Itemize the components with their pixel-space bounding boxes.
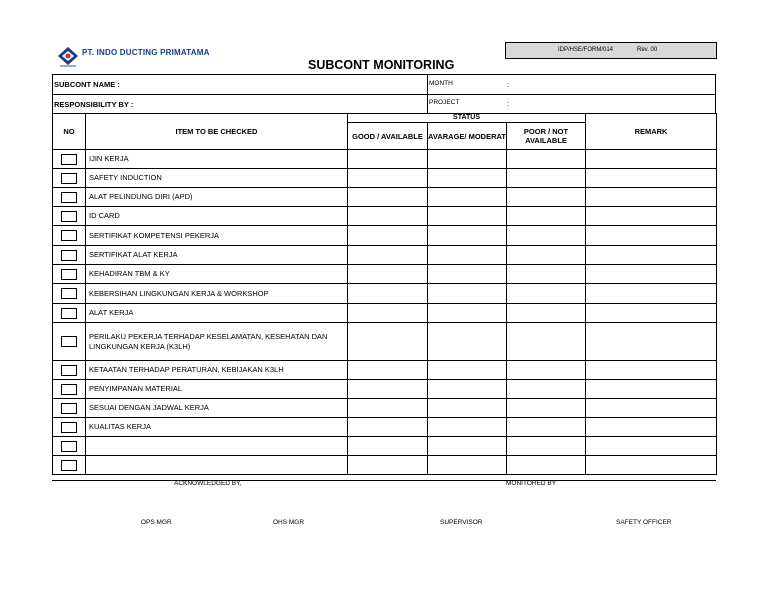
signature-supervisor: SUPERVISOR — [440, 519, 483, 526]
form-code-box — [505, 42, 717, 59]
status-poor-cell[interactable] — [507, 246, 586, 265]
item-label: KEHADIRAN TBM & KY — [86, 265, 348, 284]
responsibility-label: RESPONSIBILITY BY : — [54, 100, 134, 109]
status-poor-cell[interactable] — [507, 399, 586, 418]
status-avarage-cell[interactable] — [428, 399, 507, 418]
table-row — [53, 323, 717, 361]
item-label: KUALITAS KERJA — [86, 418, 348, 437]
item-label: IJIN KERJA — [86, 150, 348, 169]
row-checkbox-cell — [53, 150, 86, 169]
table-row — [53, 226, 717, 246]
status-good-cell[interactable] — [348, 361, 428, 380]
table-row — [53, 304, 717, 323]
project-colon: : — [507, 99, 510, 108]
item-label: SESUAI DENGAN JADWAL KERJA — [86, 399, 348, 418]
divider — [53, 94, 715, 95]
status-poor-cell[interactable] — [507, 265, 586, 284]
column-header-no: NO — [53, 114, 86, 150]
row-checkbox-cell — [53, 418, 86, 437]
monitored-label: MONITORED BY — [506, 480, 557, 487]
status-avarage-cell[interactable] — [428, 150, 507, 169]
footer-rule — [52, 480, 716, 481]
status-avarage-cell[interactable] — [428, 437, 507, 456]
status-poor-cell[interactable] — [507, 304, 586, 323]
status-poor-cell[interactable] — [507, 207, 586, 226]
status-good-cell[interactable] — [348, 399, 428, 418]
signature-ops-mgr: OPS MGR — [141, 519, 172, 526]
row-checkbox[interactable] — [61, 211, 77, 222]
company-name: PT. INDO DUCTING PRIMATAMA — [82, 48, 210, 57]
form-code: IDP/HSE/FORM/014 — [558, 47, 614, 53]
row-checkbox[interactable] — [61, 269, 77, 280]
remark-cell[interactable] — [586, 284, 717, 304]
status-poor-cell[interactable] — [507, 188, 586, 207]
row-checkbox[interactable] — [61, 173, 77, 184]
table-row — [53, 380, 717, 399]
status-good-cell[interactable] — [348, 437, 428, 456]
item-label: PENYIMPANAN MATERIAL — [86, 380, 348, 399]
row-checkbox[interactable] — [61, 308, 77, 319]
row-checkbox[interactable] — [61, 154, 77, 165]
row-checkbox-cell — [53, 246, 86, 265]
status-avarage-cell[interactable] — [428, 456, 507, 475]
remark-cell[interactable] — [586, 150, 717, 169]
remark-cell[interactable] — [586, 207, 717, 226]
item-label — [86, 437, 348, 456]
remark-cell[interactable] — [586, 380, 717, 399]
column-header-remark: REMARK — [586, 114, 717, 150]
status-avarage-cell[interactable] — [428, 246, 507, 265]
row-checkbox-cell — [53, 188, 86, 207]
row-checkbox[interactable] — [61, 384, 77, 395]
item-label: SAFETY INDUCTION — [86, 169, 348, 188]
status-good-cell[interactable] — [348, 304, 428, 323]
table-row — [53, 246, 717, 265]
column-header-poor: POOR / NOT AVAILABLE — [507, 123, 586, 150]
divider — [427, 75, 428, 113]
status-avarage-cell[interactable] — [428, 169, 507, 188]
month-colon: : — [507, 80, 510, 89]
item-label: ALAT KERJA — [86, 304, 348, 323]
status-avarage-cell[interactable] — [428, 284, 507, 304]
remark-cell[interactable] — [586, 361, 717, 380]
item-label: SERTIFIKAT KOMPETENSI PEKERJA — [86, 226, 348, 246]
row-checkbox-cell — [53, 323, 86, 361]
row-checkbox[interactable] — [61, 230, 77, 241]
month-label: MONTH — [429, 80, 453, 87]
status-good-cell[interactable] — [348, 246, 428, 265]
item-label: SERTIFIKAT ALAT KERJA — [86, 246, 348, 265]
status-poor-cell[interactable] — [507, 361, 586, 380]
status-avarage-cell[interactable] — [428, 323, 507, 361]
status-good-cell[interactable] — [348, 150, 428, 169]
table-row — [53, 399, 717, 418]
item-label: ALAT PELINDUNG DIRI (APD) — [86, 188, 348, 207]
status-avarage-cell[interactable] — [428, 380, 507, 399]
status-good-cell[interactable] — [348, 418, 428, 437]
checklist-table — [52, 113, 717, 475]
item-label: KETAATAN TERHADAP PERATURAN, KEBIJAKAN K3LH — [86, 361, 348, 380]
remark-cell[interactable] — [586, 399, 717, 418]
row-checkbox[interactable] — [61, 336, 77, 347]
row-checkbox[interactable] — [61, 288, 77, 299]
remark-cell[interactable] — [586, 226, 717, 246]
remark-cell[interactable] — [586, 323, 717, 361]
status-avarage-cell[interactable] — [428, 265, 507, 284]
company-logo-icon — [57, 46, 79, 68]
header-info-box — [52, 74, 716, 114]
row-checkbox-cell — [53, 265, 86, 284]
item-label: PERILAKU PEKERJA TERHADAP KESELAMATAN, KESEHATAN DAN LINGKUNGAN KERJA (K3LH) — [86, 323, 348, 361]
status-good-cell[interactable] — [348, 265, 428, 284]
row-checkbox[interactable] — [61, 192, 77, 203]
status-good-cell[interactable] — [348, 169, 428, 188]
form-revision: Rev. 00 — [637, 47, 658, 53]
status-good-cell[interactable] — [348, 207, 428, 226]
row-checkbox[interactable] — [61, 403, 77, 414]
remark-cell[interactable] — [586, 246, 717, 265]
status-poor-cell[interactable] — [507, 226, 586, 246]
column-header-item: ITEM TO BE CHECKED — [86, 114, 348, 150]
status-good-cell[interactable] — [348, 188, 428, 207]
status-poor-cell[interactable] — [507, 437, 586, 456]
table-row — [53, 456, 717, 475]
status-poor-cell[interactable] — [507, 418, 586, 437]
remark-cell[interactable] — [586, 188, 717, 207]
column-header-status: STATUS — [348, 114, 586, 123]
table-row — [53, 418, 717, 437]
item-label: ID CARD — [86, 207, 348, 226]
status-poor-cell[interactable] — [507, 169, 586, 188]
status-poor-cell[interactable] — [507, 150, 586, 169]
status-avarage-cell[interactable] — [428, 226, 507, 246]
table-row — [53, 207, 717, 226]
remark-cell[interactable] — [586, 304, 717, 323]
table-row — [53, 169, 717, 188]
table-row — [53, 188, 717, 207]
remark-cell[interactable] — [586, 456, 717, 475]
row-checkbox-cell — [53, 361, 86, 380]
row-checkbox-cell — [53, 169, 86, 188]
remark-cell[interactable] — [586, 169, 717, 188]
status-poor-cell[interactable] — [507, 456, 586, 475]
signature-safety-officer: SAFETY OFFICER — [616, 519, 672, 526]
table-row — [53, 265, 717, 284]
remark-cell[interactable] — [586, 437, 717, 456]
remark-cell[interactable] — [586, 418, 717, 437]
row-checkbox[interactable] — [61, 365, 77, 376]
row-checkbox-cell — [53, 304, 86, 323]
table-row — [53, 361, 717, 380]
column-header-avarage: AVARAGE/ MODERAT — [428, 123, 507, 150]
status-poor-cell[interactable] — [507, 284, 586, 304]
status-good-cell[interactable] — [348, 380, 428, 399]
row-checkbox-cell — [53, 284, 86, 304]
row-checkbox-cell — [53, 437, 86, 456]
subcont-name-label: SUBCONT NAME : — [54, 80, 120, 89]
document-title: SUBCONT MONITORING — [308, 58, 455, 72]
status-avarage-cell[interactable] — [428, 361, 507, 380]
status-avarage-cell[interactable] — [428, 418, 507, 437]
row-checkbox-cell — [53, 207, 86, 226]
status-good-cell[interactable] — [348, 323, 428, 361]
table-row — [53, 284, 717, 304]
row-checkbox[interactable] — [61, 460, 77, 471]
status-avarage-cell[interactable] — [428, 304, 507, 323]
row-checkbox-cell — [53, 380, 86, 399]
signature-ohs-mgr: OHS MGR — [273, 519, 305, 526]
project-label: PROJECT — [429, 99, 460, 106]
status-good-cell[interactable] — [348, 456, 428, 475]
item-label — [86, 456, 348, 475]
row-checkbox[interactable] — [61, 441, 77, 452]
row-checkbox-cell — [53, 399, 86, 418]
row-checkbox[interactable] — [61, 250, 77, 261]
acknowledged-label: ACKNOWLEDGED BY, — [174, 480, 242, 487]
row-checkbox[interactable] — [61, 422, 77, 433]
status-poor-cell[interactable] — [507, 380, 586, 399]
row-checkbox-cell — [53, 226, 86, 246]
column-header-good: GOOD / AVAILABLE — [348, 123, 428, 150]
status-good-cell[interactable] — [348, 284, 428, 304]
table-row — [53, 437, 717, 456]
status-avarage-cell[interactable] — [428, 188, 507, 207]
status-poor-cell[interactable] — [507, 323, 586, 361]
remark-cell[interactable] — [586, 265, 717, 284]
row-checkbox-cell — [53, 456, 86, 475]
item-label: KEBERSIHAN LINGKUNGAN KERJA & WORKSHOP — [86, 284, 348, 304]
table-row — [53, 150, 717, 169]
status-avarage-cell[interactable] — [428, 207, 507, 226]
status-good-cell[interactable] — [348, 226, 428, 246]
